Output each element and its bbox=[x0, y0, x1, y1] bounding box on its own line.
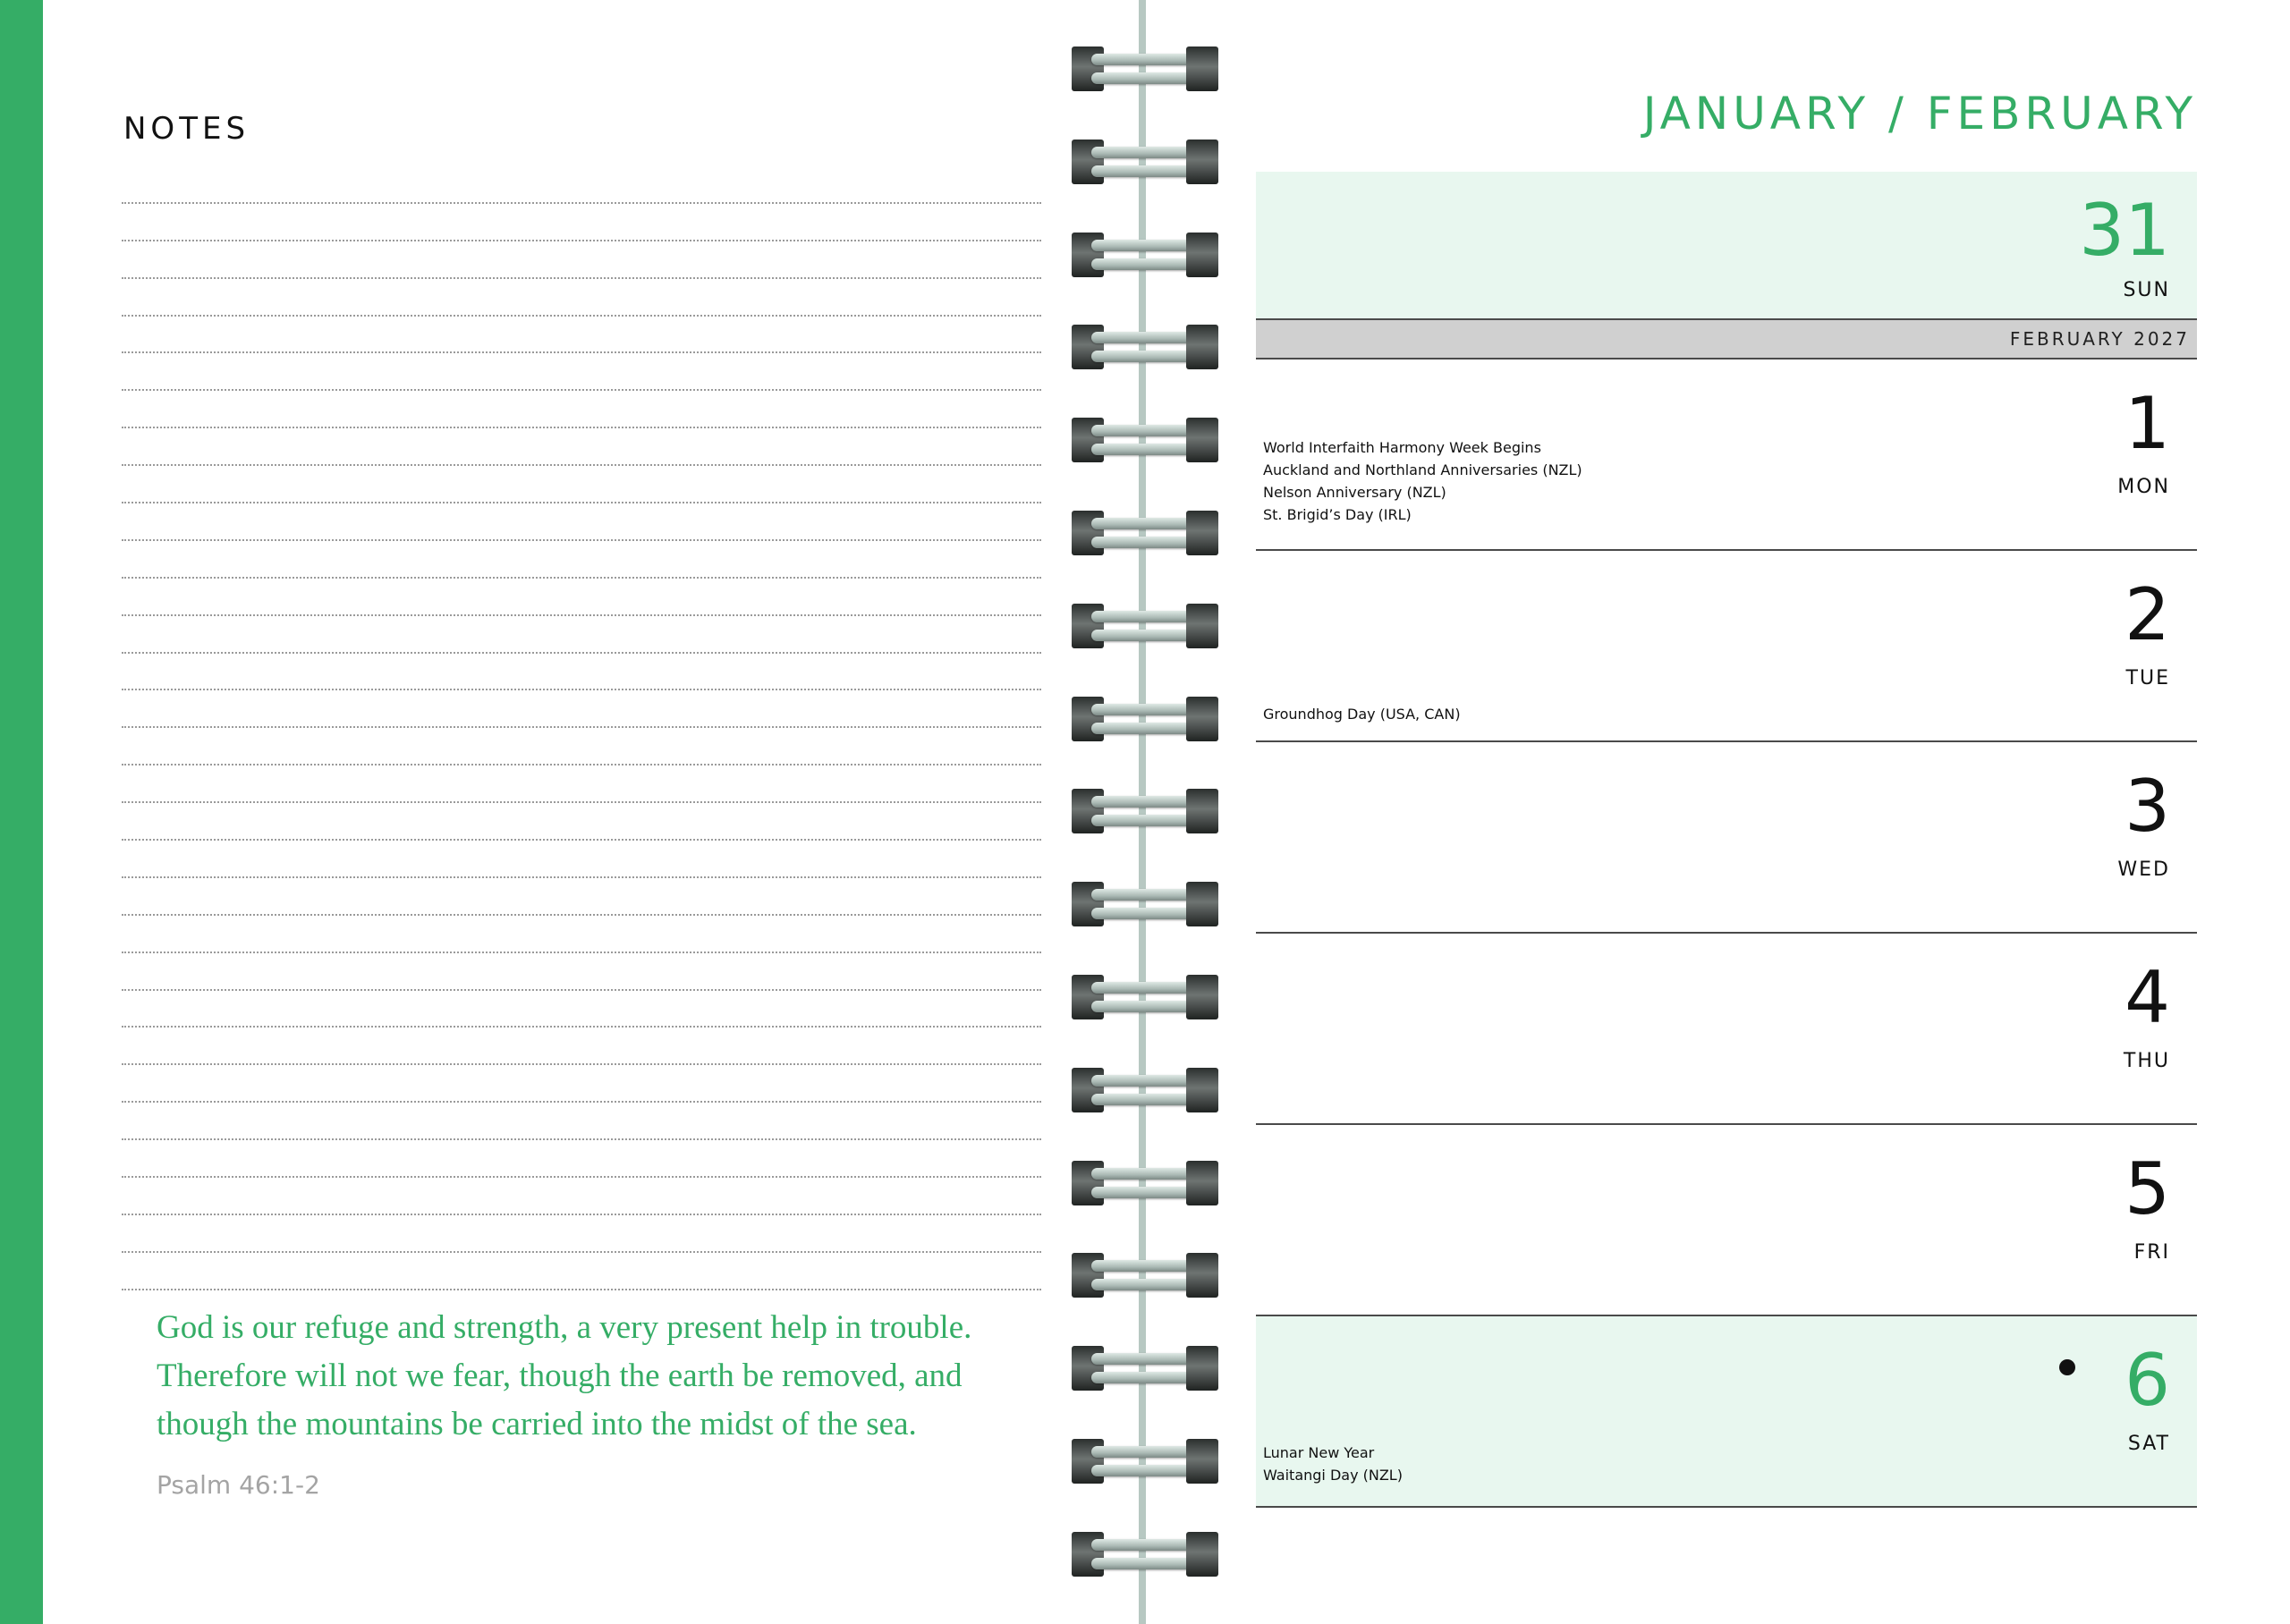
day-events bbox=[1263, 436, 1582, 526]
day-row-4[interactable] bbox=[1256, 934, 2197, 1125]
day-of-week: SUN bbox=[2123, 279, 2170, 301]
notes-lines[interactable] bbox=[122, 166, 1041, 1290]
event-item: Nelson Anniversary (NZL) bbox=[1263, 484, 1446, 501]
note-line bbox=[122, 353, 1041, 391]
day-of-week: FRI bbox=[2133, 1241, 2170, 1264]
spiral-ring bbox=[1072, 1530, 1218, 1578]
quote-line: God is our refuge and strength, a very present help in trouble. bbox=[157, 1309, 972, 1346]
note-line bbox=[122, 953, 1041, 991]
spiral-ring bbox=[1072, 695, 1218, 743]
spiral-ring bbox=[1072, 1251, 1218, 1299]
day-row-2[interactable] bbox=[1256, 551, 2197, 742]
day-of-week: WED bbox=[2117, 859, 2170, 881]
note-line bbox=[122, 1140, 1041, 1178]
day-events bbox=[1263, 1442, 1403, 1486]
note-line bbox=[122, 204, 1041, 241]
day-row-6[interactable] bbox=[1256, 1316, 2197, 1508]
day-number: 4 bbox=[2125, 956, 2170, 1039]
note-line bbox=[122, 878, 1041, 916]
note-line bbox=[122, 317, 1041, 354]
quote-line: though the mountains be carried into the midst of the sea. bbox=[157, 1406, 917, 1442]
scripture-quote bbox=[157, 1304, 1051, 1449]
day-of-week: SAT bbox=[2127, 1433, 2170, 1455]
note-line bbox=[122, 728, 1041, 765]
note-line bbox=[122, 765, 1041, 803]
spiral-ring bbox=[1072, 880, 1218, 928]
note-line bbox=[122, 1253, 1041, 1290]
event-item: World Interfaith Harmony Week Begins bbox=[1263, 439, 1541, 456]
note-line bbox=[122, 803, 1041, 841]
note-line bbox=[122, 616, 1041, 654]
note-line bbox=[122, 654, 1041, 691]
spiral-ring bbox=[1072, 45, 1218, 93]
note-line bbox=[122, 1028, 1041, 1065]
note-line bbox=[122, 466, 1041, 503]
day-row-31[interactable] bbox=[1256, 172, 2197, 320]
spiral-ring bbox=[1072, 416, 1218, 464]
spiral-ring bbox=[1072, 973, 1218, 1021]
note-line bbox=[122, 1065, 1041, 1103]
spiral-ring bbox=[1072, 323, 1218, 371]
note-line bbox=[122, 541, 1041, 579]
event-item: St. Brigid’s Day (IRL) bbox=[1263, 506, 1412, 523]
spiral-ring bbox=[1072, 1437, 1218, 1485]
day-of-week: THU bbox=[2123, 1050, 2170, 1072]
day-row-3[interactable] bbox=[1256, 742, 2197, 934]
page-edge-bar bbox=[0, 0, 43, 1624]
spiral-ring bbox=[1072, 1159, 1218, 1207]
notes-title: NOTES bbox=[123, 111, 250, 147]
event-item: Auckland and Northland Anniversaries (NZL) bbox=[1263, 461, 1582, 478]
note-line bbox=[122, 1215, 1041, 1253]
spiral-ring bbox=[1072, 138, 1218, 186]
day-number: 2 bbox=[2125, 573, 2170, 656]
month-band: FEBRUARY 2027 bbox=[1256, 320, 2197, 359]
day-number: 31 bbox=[2079, 189, 2170, 272]
spiral-ring bbox=[1072, 787, 1218, 835]
day-row-1[interactable] bbox=[1256, 359, 2197, 551]
note-line bbox=[122, 391, 1041, 428]
day-events bbox=[1263, 703, 1461, 725]
month-title: JANUARY / FEBRUARY bbox=[1642, 88, 2197, 140]
note-line bbox=[122, 166, 1041, 204]
day-number: 5 bbox=[2125, 1147, 2170, 1231]
week-planner bbox=[1256, 172, 2197, 1508]
note-line bbox=[122, 1178, 1041, 1215]
note-line bbox=[122, 241, 1041, 279]
day-of-week: MON bbox=[2117, 476, 2170, 498]
day-number: 6 bbox=[2125, 1339, 2170, 1422]
note-line bbox=[122, 503, 1041, 541]
spiral-ring bbox=[1072, 1344, 1218, 1392]
note-line bbox=[122, 991, 1041, 1028]
event-item: Lunar New Year bbox=[1263, 1444, 1375, 1461]
note-line bbox=[122, 916, 1041, 953]
quote-reference: Psalm 46:1-2 bbox=[157, 1470, 320, 1500]
quote-line: Therefore will not we fear, though the earth be removed, and bbox=[157, 1358, 963, 1394]
spiral-ring bbox=[1072, 509, 1218, 557]
spiral-ring bbox=[1072, 1066, 1218, 1114]
note-line bbox=[122, 690, 1041, 728]
note-line bbox=[122, 841, 1041, 878]
day-number: 1 bbox=[2125, 382, 2170, 465]
note-line bbox=[122, 1103, 1041, 1140]
note-line bbox=[122, 579, 1041, 616]
note-line bbox=[122, 279, 1041, 317]
spiral-ring bbox=[1072, 231, 1218, 279]
day-row-5[interactable] bbox=[1256, 1125, 2197, 1316]
event-item: Groundhog Day (USA, CAN) bbox=[1263, 706, 1461, 723]
spiral-ring bbox=[1072, 602, 1218, 650]
day-number: 3 bbox=[2125, 765, 2170, 848]
event-item: Waitangi Day (NZL) bbox=[1263, 1467, 1403, 1484]
new-moon-icon bbox=[2059, 1359, 2075, 1375]
note-line bbox=[122, 428, 1041, 466]
day-of-week: TUE bbox=[2125, 667, 2170, 689]
